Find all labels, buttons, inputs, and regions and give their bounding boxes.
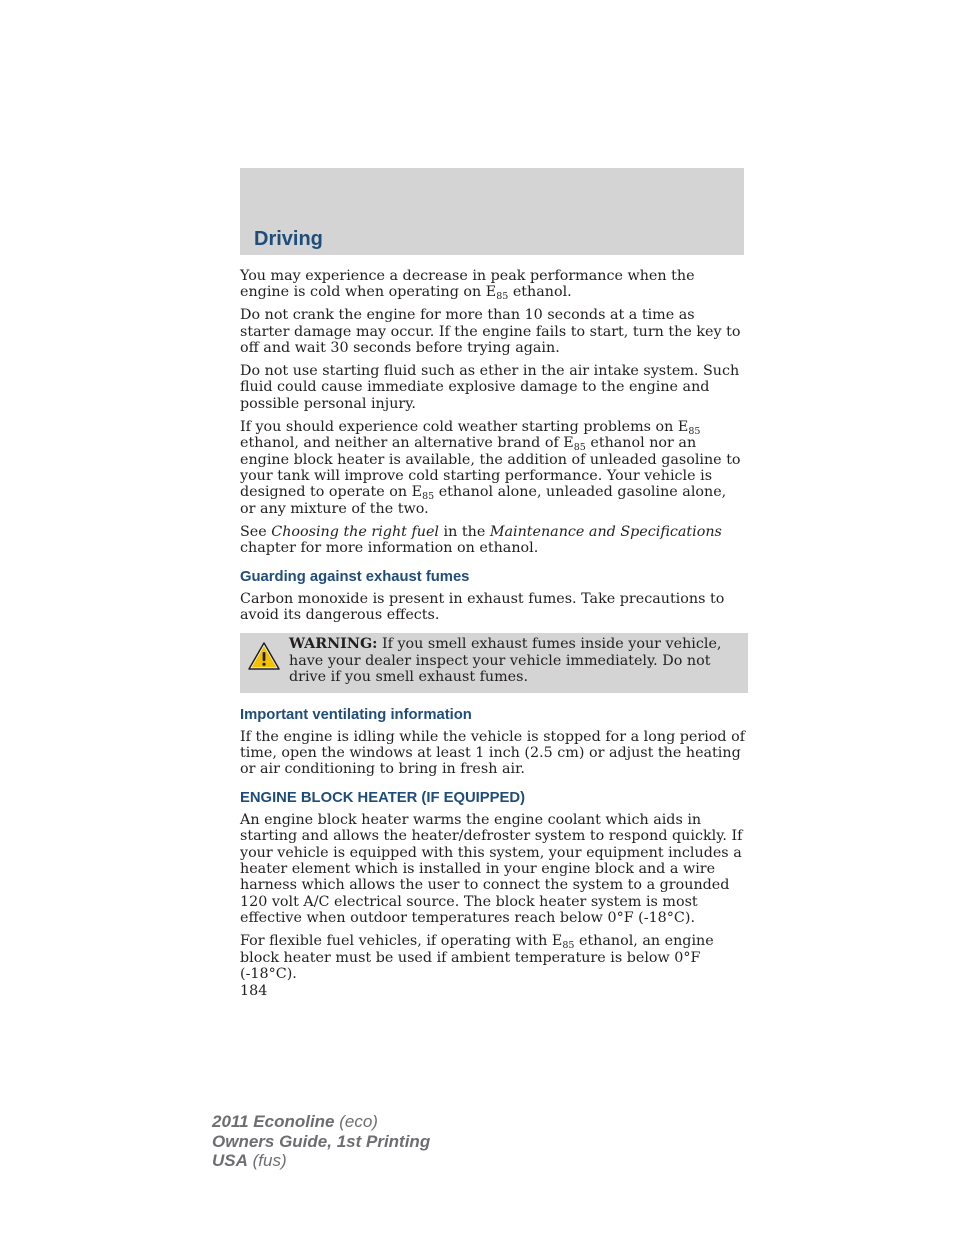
subscript-85: 85 xyxy=(422,491,435,503)
warning-text: If you smell exhaust fumes inside your vehicle, have your dealer inspect your vehicle immediately. Do not drive if you smell exhaust fumes. xyxy=(289,636,722,686)
paragraph-carbon-monoxide: Carbon monoxide is present in exhaust fumes. Take precautions to avoid its dangerous effects. xyxy=(240,590,725,623)
heading-engine-block-heater: ENGINE BLOCK HEATER (IF EQUIPPED) xyxy=(240,789,525,806)
subscript-85: 85 xyxy=(688,425,701,437)
text-run: in the xyxy=(439,523,490,540)
text-run: ethanol, and neither an alternative brand of E xyxy=(240,435,574,452)
subscript-85: 85 xyxy=(573,442,586,454)
text-run: ethanol. xyxy=(508,284,572,301)
paragraph-starting-fluid: Do not use starting fluid such as ether in the air intake system. Such fluid could cause immediate explosive damage to the engine and possible personal injury. xyxy=(240,363,740,412)
text-run: ethanol alone, unleaded gasoline alone, or any mixture of the two. xyxy=(240,484,727,517)
text-run: See xyxy=(240,523,272,540)
footer-line-region xyxy=(212,1151,430,1171)
warning-triangle-icon xyxy=(247,641,281,671)
footer-region: USA xyxy=(212,1151,248,1170)
paragraph-cold-weather xyxy=(240,419,746,517)
footer-guide-edition: Owners Guide, 1st Printing xyxy=(212,1131,431,1151)
page-content xyxy=(240,268,746,1000)
paragraph-block-heater: An engine block heater warms the engine coolant which aids in starting and allows the heater/defroster system to respond quickly. If your vehicle is equipped with this system, your equipment includes a heater element which is installed in your engine block and a wire harness which allows the user to connect the system to a grounded 120 volt A/C electrical source. The block heater system is most effective when outdoor temperatures reach below 0°F (-18°C). xyxy=(240,811,743,927)
section-title: Driving xyxy=(254,228,323,250)
paragraph-flexible-fuel xyxy=(240,933,746,982)
paragraph-cold-performance xyxy=(240,268,746,301)
footer-model-code: (eco) xyxy=(334,1112,378,1131)
footer-model-name: 2011 Econoline xyxy=(212,1112,335,1131)
subscript-85: 85 xyxy=(562,940,575,952)
page-number: 184 xyxy=(240,983,268,1000)
text-run: You may experience a decrease in peak performance when the engine is cold when operating on E xyxy=(240,268,695,301)
warning-box xyxy=(240,633,748,692)
heading-ventilating: Important ventilating information xyxy=(240,706,472,723)
heading-exhaust-fumes: Guarding against exhaust fumes xyxy=(240,568,470,585)
text-run: chapter for more information on ethanol. xyxy=(240,540,539,557)
footer-line-guide xyxy=(212,1132,430,1152)
paragraph-see-reference xyxy=(240,524,746,557)
paragraph-ventilating: If the engine is idling while the vehicle is stopped for a long period of time, open the windows at least 1 inch (2.5 cm) or adjust the heating or air conditioning to bring in fresh air. xyxy=(240,728,745,778)
footer-region-code: (fus) xyxy=(247,1151,287,1170)
reference-choosing-fuel: Choosing the right fuel xyxy=(271,523,439,540)
text-run: ethanol, an engine block heater must be used if ambient temperature is below 0°F (-18°C). xyxy=(240,933,714,982)
warning-label: WARNING: xyxy=(289,636,378,653)
text-run: ethanol nor an engine block heater is available, the addition of unleaded gasoline to your tank will improve cold starting performance. Your vehicle is designed to operate on E xyxy=(240,435,741,501)
footer-line-model xyxy=(212,1112,430,1132)
text-run: If you should experience cold weather starting problems on E xyxy=(240,418,689,435)
reference-maintenance-chapter: Maintenance and Specifications xyxy=(489,523,722,540)
document-footer xyxy=(212,1112,430,1171)
subscript-85: 85 xyxy=(496,291,509,303)
text-run: For flexible fuel vehicles, if operating with E xyxy=(240,933,563,950)
section-header-band xyxy=(240,168,744,255)
paragraph-crank-engine: Do not crank the engine for more than 10 seconds at a time as starter damage may occur. If the engine fails to start, turn the key to off and wait 30 seconds before trying again. xyxy=(240,307,741,357)
